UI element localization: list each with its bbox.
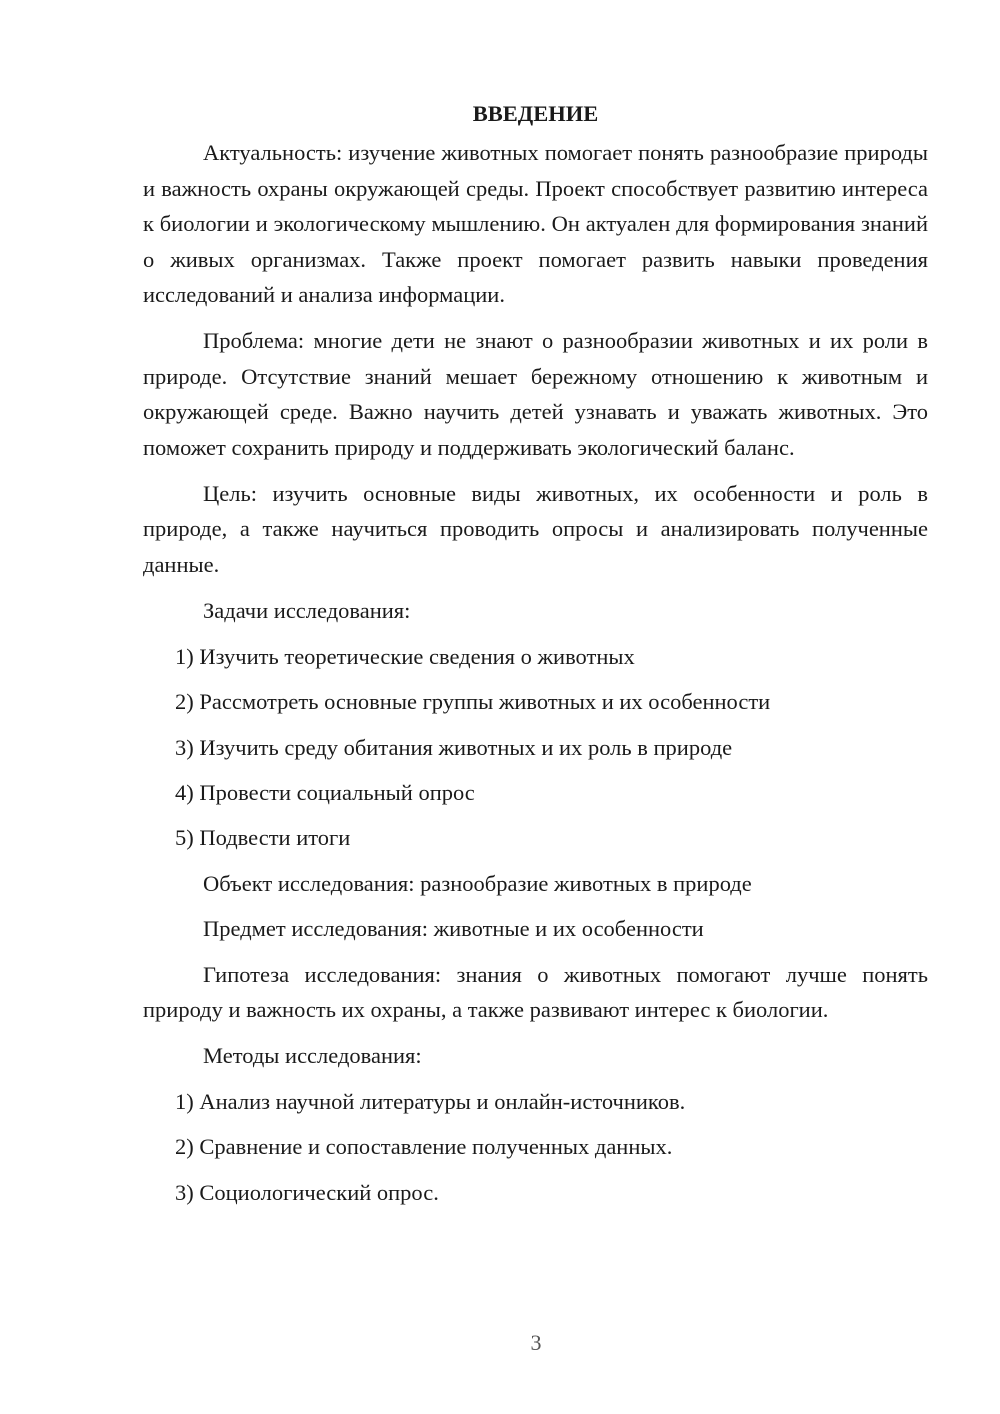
list-item: 3) Социологический опрос. <box>175 1179 439 1205</box>
section-title: ВВЕДЕНИЕ <box>472 101 599 126</box>
list-item: 4) Провести социальный опрос <box>175 779 475 805</box>
tasks-heading: Задачи исследования: <box>203 598 411 624</box>
methods-list <box>143 1084 928 1210</box>
list-item: 1) Анализ научной литературы и онлайн-источников. <box>175 1088 686 1114</box>
list-item: 1) Изучить теоретические сведения о животных <box>175 643 635 669</box>
subject-line: Предмет исследования: животные и их особенности <box>203 916 704 942</box>
hypothesis-paragraph: Гипотеза исследования: знания о животных помогают лучше понять природу и важность их охраны, а также развивают интерес к биологии. <box>143 961 928 1022</box>
page-content <box>143 96 928 1220</box>
list-item: 5) Подвести итоги <box>175 825 351 851</box>
page-number: 3 <box>530 1330 542 1355</box>
goal-paragraph: Цель: изучить основные виды животных, их особенности и роль в природе, а также научиться проводить опросы и анализировать полученные данные. <box>143 481 928 577</box>
list-item: 2) Рассмотреть основные группы животных и их особенности <box>175 689 771 715</box>
tasks-list <box>143 639 928 856</box>
problem-paragraph: Проблема: многие дети не знают о разнообразии животных и их роли в природе. Отсутствие знаний мешает бережному отношению к животным и окружающей среде. Важно научить детей узнавать и уважать животных. Это поможет сохранить природу и поддерживать экологический баланс. <box>143 328 928 460</box>
list-item: 3) Изучить среду обитания животных и их роль в природе <box>175 734 733 760</box>
list-item: 2) Сравнение и сопоставление полученных данных. <box>175 1134 673 1160</box>
relevance-paragraph: Актуальность: изучение животных помогает понять разнообразие природы и важность охраны окружающей среды. Проект способствует развитию интереса к биологии и экологическому мышлению. Он актуален для формирования знаний о живых организмах. Также проект помогает развить навыки проведения исследований и анализа информации. <box>143 140 928 308</box>
object-line: Объект исследования: разнообразие животных в природе <box>203 870 752 896</box>
methods-heading: Методы исследования: <box>203 1043 422 1069</box>
